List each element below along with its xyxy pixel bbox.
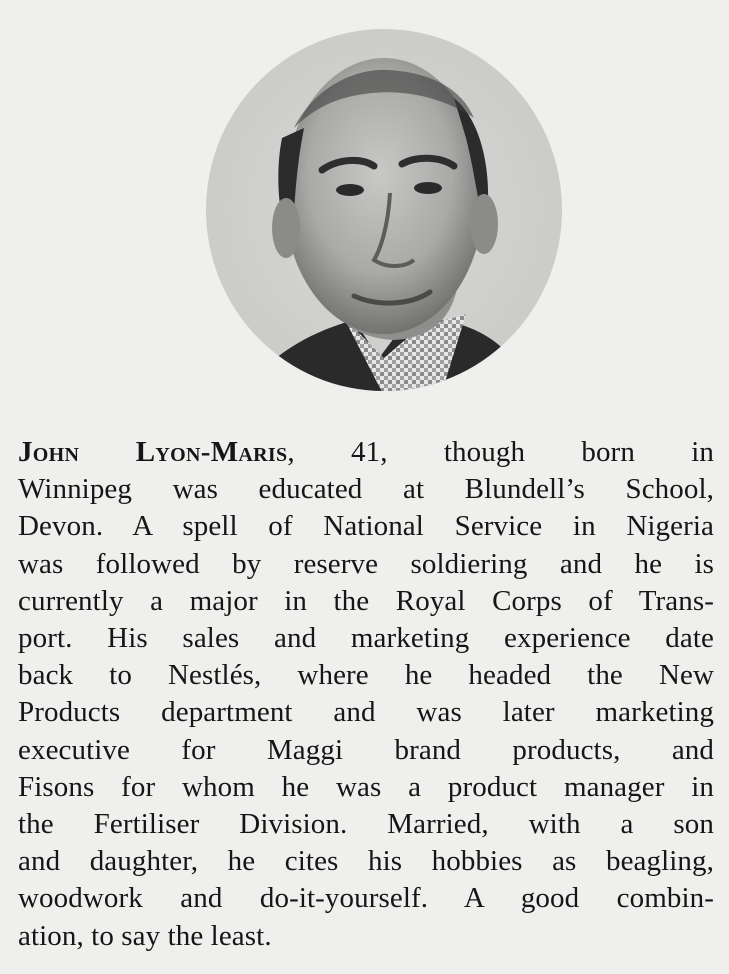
bio-line-4: was followed by reserve soldiering and he is — [18, 547, 714, 580]
biography-text — [18, 434, 714, 955]
portrait-photo — [204, 28, 564, 392]
bio-line-12: and daughter, he cites his hobbies as beagling, — [18, 845, 714, 878]
bio-line-2: Winnipeg was educated at Blundell’s School, — [18, 473, 714, 506]
bio-line-7: back to Nestlés, where he headed the New — [18, 659, 714, 692]
bio-line-11: the Fertiliser Division. Married, with a son — [18, 808, 714, 841]
bio-line-5: currently a major in the Royal Corps of Trans- — [18, 584, 714, 617]
person-name: John Lyon-Maris — [18, 436, 288, 468]
bio-line-10: Fisons for whom he was a product manager in — [18, 770, 714, 803]
bio-line-1: John Lyon-Maris, 41, though born in — [18, 436, 714, 468]
bio-line-6: port. His sales and marketing experience date — [18, 622, 714, 655]
bio-line-14: ation, to say the least. — [18, 919, 272, 952]
bio-line-9: executive for Maggi brand products, and — [18, 733, 714, 766]
bio-line-3: Devon. A spell of National Service in Nigeria — [18, 510, 714, 543]
bio-line-13: woodwork and do-it-yourself. A good combin- — [18, 882, 714, 915]
bio-line-8: Products department and was later marketing — [18, 696, 714, 729]
